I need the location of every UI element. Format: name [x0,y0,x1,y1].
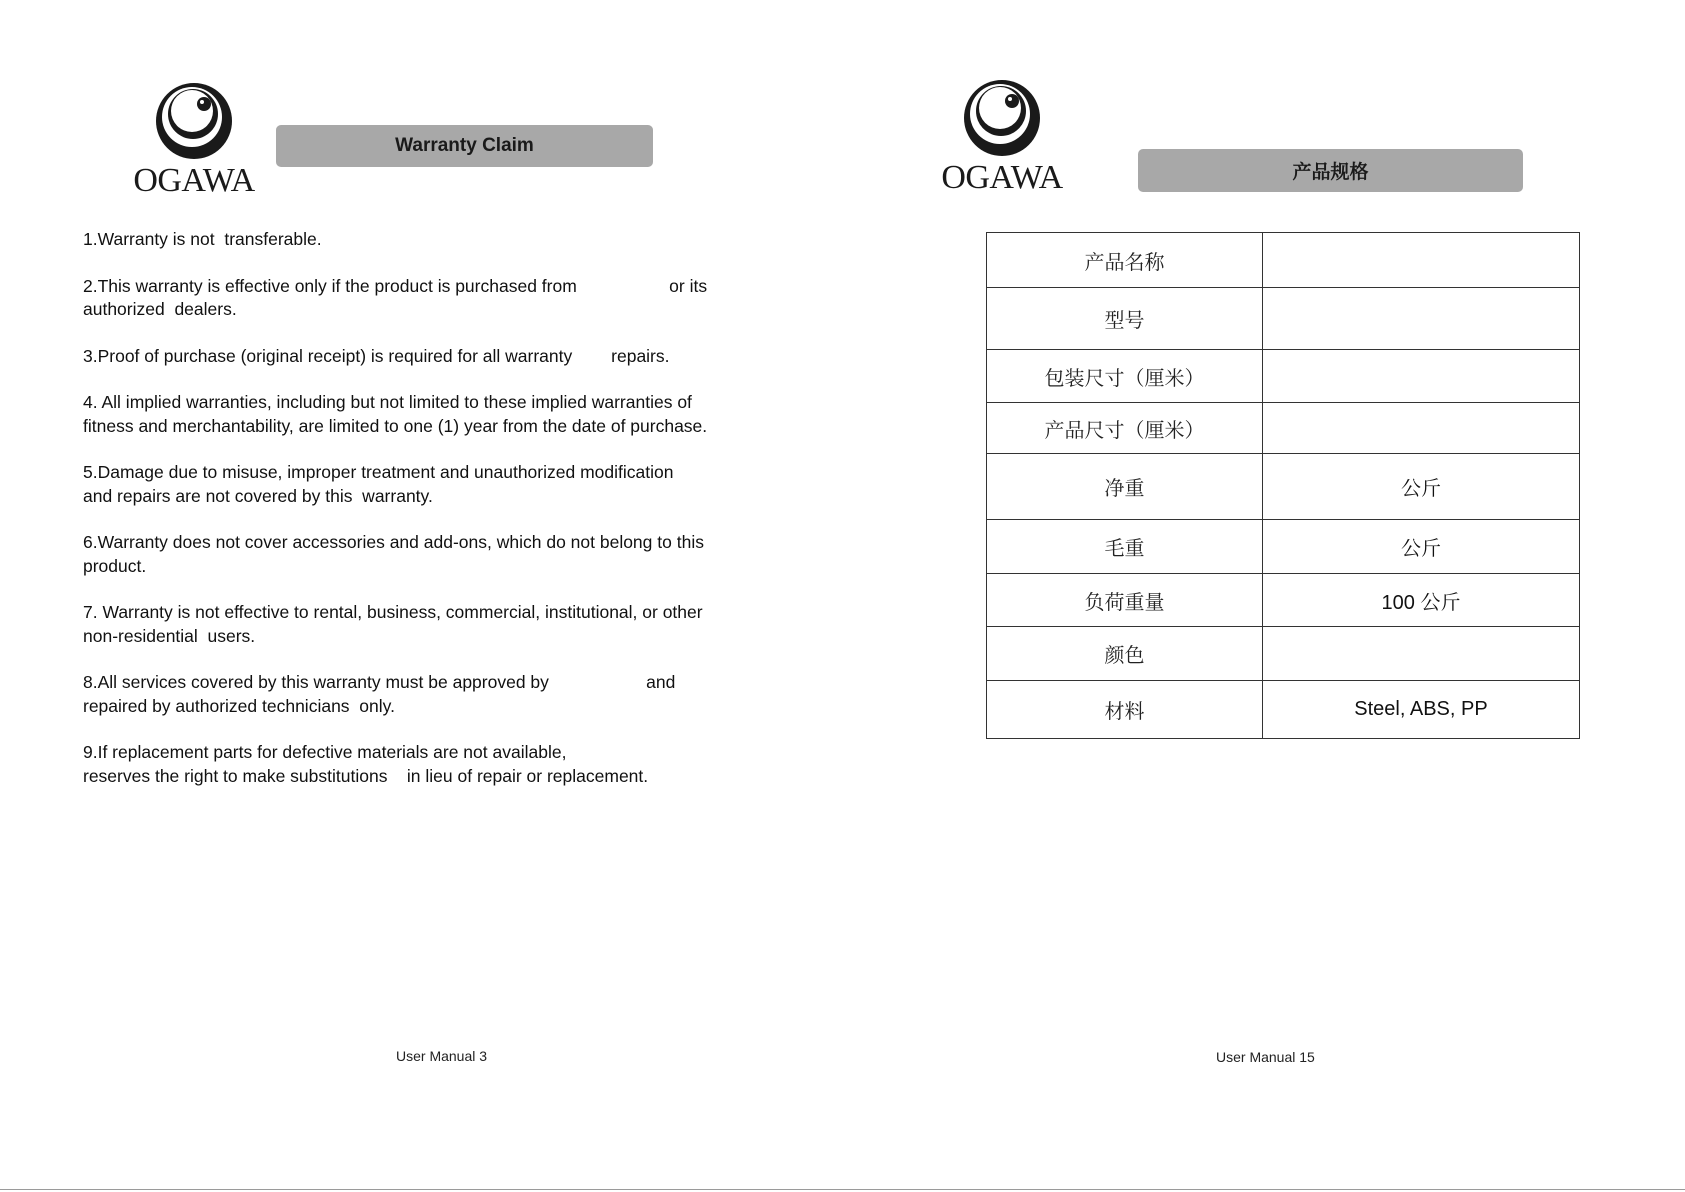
bottom-edge-rule [0,1189,1685,1190]
spec-value: Steel, ABS, PP [1263,681,1580,739]
brand-logo [124,78,264,208]
clause-line: product. [83,555,147,576]
warranty-clause [83,601,783,648]
spec-table [986,232,1580,739]
spec-value [1263,350,1580,403]
warranty-clause [83,741,783,788]
warranty-clause [83,391,783,438]
page-footer: User Manual 15 [1216,1049,1315,1065]
clause-line: non-residential users. [83,625,256,646]
spec-label: 负荷重量 [987,574,1263,627]
clause-line: fitness and merchantability, are limited to one (1) year from the date of purchase. [83,415,708,436]
spec-label: 净重 [987,454,1263,520]
page-warranty [0,0,842,1192]
logo-wordmark: OGAWA [941,159,1063,196]
clause-line: 5.Damage due to misuse, improper treatment and unauthorized modification [83,462,674,482]
clause-line: 4. All implied warranties, including but not limited to these implied warranties of [83,392,692,412]
clause-line: authorized dealers. [83,299,237,319]
clause-line: 2.This warranty is effective only if the product is purchased from or its [83,275,708,296]
spec-value [1263,627,1580,681]
clause-line: 1.Warranty is not transferable. [83,229,322,249]
page-footer: User Manual 3 [396,1048,488,1064]
section-banner: 产品规格 [1138,149,1523,192]
warranty-clause [83,671,783,718]
spec-value: 公斤 [1263,520,1580,574]
spec-label: 材料 [987,681,1263,739]
clause-line: reserves the right to make substitutions in lieu of repair or replacement. [83,765,649,786]
spec-label: 产品尺寸（厘米） [987,403,1263,454]
warranty-clause [83,531,783,578]
spec-row [987,520,1580,574]
clause-line: repaired by authorized technicians only. [83,695,395,716]
spec-label: 产品名称 [987,233,1263,288]
warranty-clause [83,461,783,508]
warranty-clauses [83,228,783,811]
spec-row [987,233,1580,288]
spec-label: 型号 [987,288,1263,350]
spec-value [1263,288,1580,350]
spec-value [1263,403,1580,454]
spec-row [987,681,1580,739]
spec-value: 100 公斤 [1263,574,1580,627]
clause-line: 8.All services covered by this warranty must be approved by and [83,672,676,692]
brand-logo [932,75,1072,205]
spec-label: 颜色 [987,627,1263,681]
ogawa-swirl-logo-icon [957,75,1047,161]
spec-label: 毛重 [987,520,1263,574]
clause-line: and repairs are not covered by this warranty. [83,485,433,506]
warranty-clause [83,345,783,369]
clause-line: 9.If replacement parts for defective materials are not available, [83,742,567,762]
spec-row [987,574,1580,627]
spec-row [987,288,1580,350]
warranty-clause [83,275,783,322]
logo-wordmark: OGAWA [133,162,255,199]
spec-row [987,350,1580,403]
spec-label: 包装尺寸（厘米） [987,350,1263,403]
clause-line: 3.Proof of purchase (original receipt) is required for all warranty repairs. [83,345,670,366]
section-banner: Warranty Claim [276,125,653,167]
spec-row [987,454,1580,520]
clause-line: 7. Warranty is not effective to rental, business, commercial, institutional, or other [83,602,703,622]
clause-line: 6.Warranty does not cover accessories and add-ons, which do not belong to this [83,532,704,552]
page-specifications [842,0,1685,1192]
ogawa-swirl-logo-icon [149,78,239,164]
spec-row [987,627,1580,681]
spec-value: 公斤 [1263,454,1580,520]
spec-value [1263,233,1580,288]
spec-row [987,403,1580,454]
warranty-clause [83,228,783,252]
